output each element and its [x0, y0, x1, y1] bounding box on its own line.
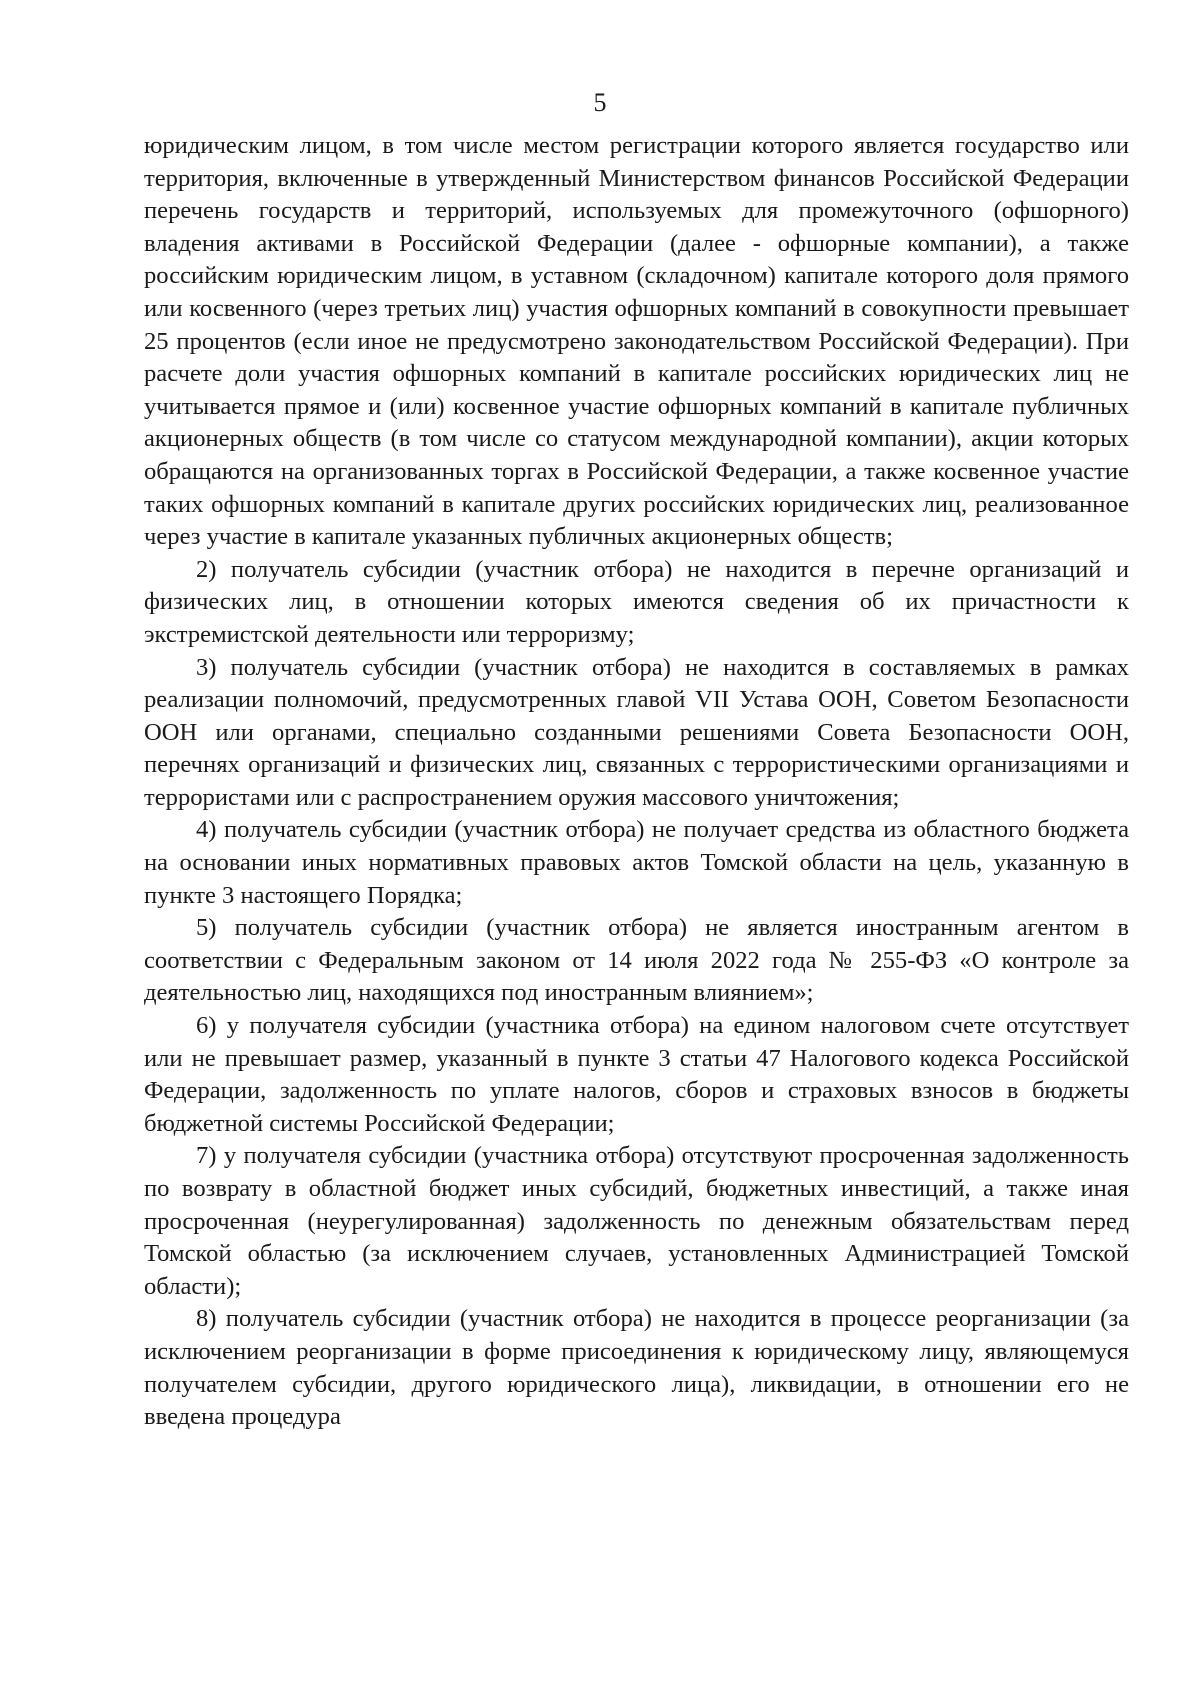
paragraph-item-5: 5) получатель субсидии (участник отбора) не является иностранным агентом в соответствии с Федеральным законом от 14 июля 2022 года № 255-ФЗ «О контроле за деятельностью лиц, находящихся под иностранным влиянием»; [144, 914, 1129, 1007]
paragraph-continuation: юридическим лицом, в том числе местом регистрации которого является государство или территория, включенные в утвержденный Министерством финансов Российской Федерации перечень государств и территорий, используемых для промежуточного (офшорного) владения активами в Российской Федерации (далее - офшорные компании), а также российским юридическим лицом, в уставном (складочном) капитале которого доля прямого или косвенного (через третьих лиц) участия офшорных компаний в совокупности превышает 25 процентов (если иное не предусмотрено законодательством Российской Федерации). При расчете доли участия офшорных компаний в капитале российских юридических лиц не учитывается прямое и (или) косвенное участие офшорных компаний в капитале публичных акционерных обществ (в том числе со статусом международной компании), акции которых обращаются на организованных торгах в Российской Федерации, а также косвенное участие таких офшорных компаний в капитале других российских юридических лиц, реализованное через участие в капитале указанных публичных акционерных обществ; [144, 132, 1129, 551]
paragraph-item-2: 2) получатель субсидии (участник отбора) не находится в перечне организаций и физических лиц, в отношении которых имеются сведения об их причастности к экстремистской деятельности или терроризму; [144, 555, 1129, 648]
paragraph-item-4: 4) получатель субсидии (участник отбора) не получает средства из областного бюджета на основании иных нормативных правовых актов Томской области на цель, указанную в пункте 3 настоящего Порядка; [144, 816, 1129, 909]
paragraph-item-8: 8) получатель субсидии (участник отбора) не находится в процессе реорганизации (за исключением реорганизации в форме присоединения к юридическому лицу, являющемуся получателем субсидии, другого юридического лица), ликвидации, в отношении его не введена процедура [144, 1305, 1129, 1431]
paragraph-item-3: 3) получатель субсидии (участник отбора) не находится в составляемых в рамках реализации полномочий, предусмотренных главой VII Устава ООН, Советом Безопасности ООН или органами, специально созданными решениями Совета Безопасности ООН, перечнях организаций и физических лиц, связанных с террористическими организациями и террористами или с распространением оружия массового уничтожения; [144, 653, 1129, 811]
paragraph-item-7: 7) у получателя субсидии (участника отбора) отсутствуют просроченная задолженность по возврату в областной бюджет иных субсидий, бюджетных инвестиций, а также иная просроченная (неурегулированная) задолженность по денежным обязательствам перед Томской областью (за исключением случаев, установленных Администрацией Томской области); [144, 1142, 1129, 1300]
document-body [144, 130, 1129, 1434]
paragraph-item-6: 6) у получателя субсидии (участника отбора) на едином налоговом счете отсутствует или не превышает размер, указанный в пункте 3 статьи 47 Налогового кодекса Российской Федерации, задолженность по уплате налогов, сборов и страховых взносов в бюджеты бюджетной системы Российской Федерации; [144, 1012, 1129, 1137]
page-number: 5 [593, 88, 607, 117]
